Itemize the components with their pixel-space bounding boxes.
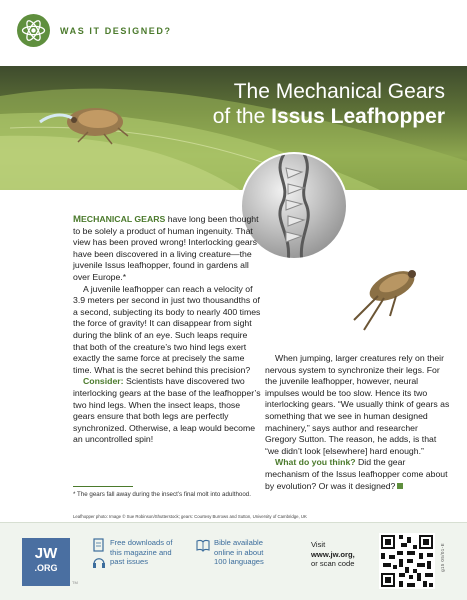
book-icon [196,538,210,552]
footnote-divider [73,486,133,487]
page-title [213,79,445,129]
visit-url[interactable]: www.jw.org, [311,549,355,559]
lead-in: ECHANICAL GEARS [81,214,166,224]
footer [0,522,467,600]
article-paragraph-5 [265,457,450,492]
leafhopper-side-image [334,258,424,338]
downloads-line-1: Free downloads of [110,538,173,547]
paragraph-3-text: Scientists have discovered two interlocking gears at the base of the leafhopper’s two hind legs. When the insect leaps, those gears ensure that both legs are perfectly synchronized. Otherwise, a leap would become an uncontrolled spin! [73,376,261,445]
title-line-1: The Mechanical Gears [233,80,445,103]
paragraph-5-text: Did the gear mechanism of the Issus leafhopper come about by evolution? Or was it designed? [265,457,448,491]
end-mark-icon [397,483,403,489]
bible-feature[interactable] [196,538,296,574]
visit-text [311,540,355,569]
article-column-left [73,214,261,446]
article-paragraph-4: When jumping, larger creatures rely on their nervous system to synchronize their legs. For the juvenile leafhopper, however, neural impulses would be too slow. Hence its two interlocking gears. “We usually think of gears as something that we see in human designed machinery,” says author and researcher Gregory Sutton. The reason, he adds, is that “we didn’t look [elsewhere] hard enough.” [265,353,450,456]
downloads-feature[interactable] [92,538,202,574]
footnote: * The gears fall away during the insect’s final molt into adulthood. [73,491,251,498]
trademark-mark: TM [72,580,78,585]
paragraph-1-text: have long been thought to be solely a product of human ingenuity. That view has been proved wrong! Interlocking gears have been discovered in a living creature—the juvenile Issus leafhopper, found in gardens all over Europe.* [73,214,259,282]
consider-label: Consider: [83,376,124,387]
bible-line-3: 100 languages [214,557,264,567]
downloads-line-2: this magazine and [110,547,172,557]
article-paragraph-3 [73,376,261,446]
header [0,0,467,66]
visit-line-3: or scan code [311,559,355,569]
downloads-text [110,538,172,567]
issue-code: g15 05/01-E [440,543,445,572]
question-label: What do you think? [275,457,356,468]
photo-credit: Leafhopper photo: Image © Sue Robinson/Shutterstock; gears: Courtesy Burrows and Sutton, University of Cambridge, UK [73,514,307,519]
hero-image [0,66,467,190]
drop-cap: M [73,214,81,225]
bible-line-1: Bible available [214,538,263,547]
article-paragraph-2: A juvenile leafhopper can reach a velocity of 3.9 meters per second in just two thousandths of a second, subjecting its body to nearly 400 times the force of gravity! It can disappear from sight during the blink of an eye. Such leaps require that both of the creature’s two hind legs exert exactly the same force at precisely the same time. What is the secret behind this precision? [73,283,261,375]
article-column-right [265,353,450,492]
visit-line-1: Visit [311,540,326,549]
download-icon [92,538,106,572]
atom-icon [17,14,50,47]
bible-line-2: online in about [214,547,264,557]
downloads-line-3: past issues [110,557,148,567]
bible-text [214,538,264,567]
title-line-2-prefix: of the [212,105,272,128]
jw-org-logo[interactable] [22,538,70,586]
logo-line-1: JW [34,545,58,562]
qr-code[interactable] [379,533,435,589]
qr-code-image [379,533,435,589]
title-line-2-bold: Issus Leafhopper [271,105,445,128]
logo-line-2: .ORG [34,563,58,573]
article-paragraph-1 [73,214,261,284]
section-label: WAS IT DESIGNED? [60,26,172,36]
